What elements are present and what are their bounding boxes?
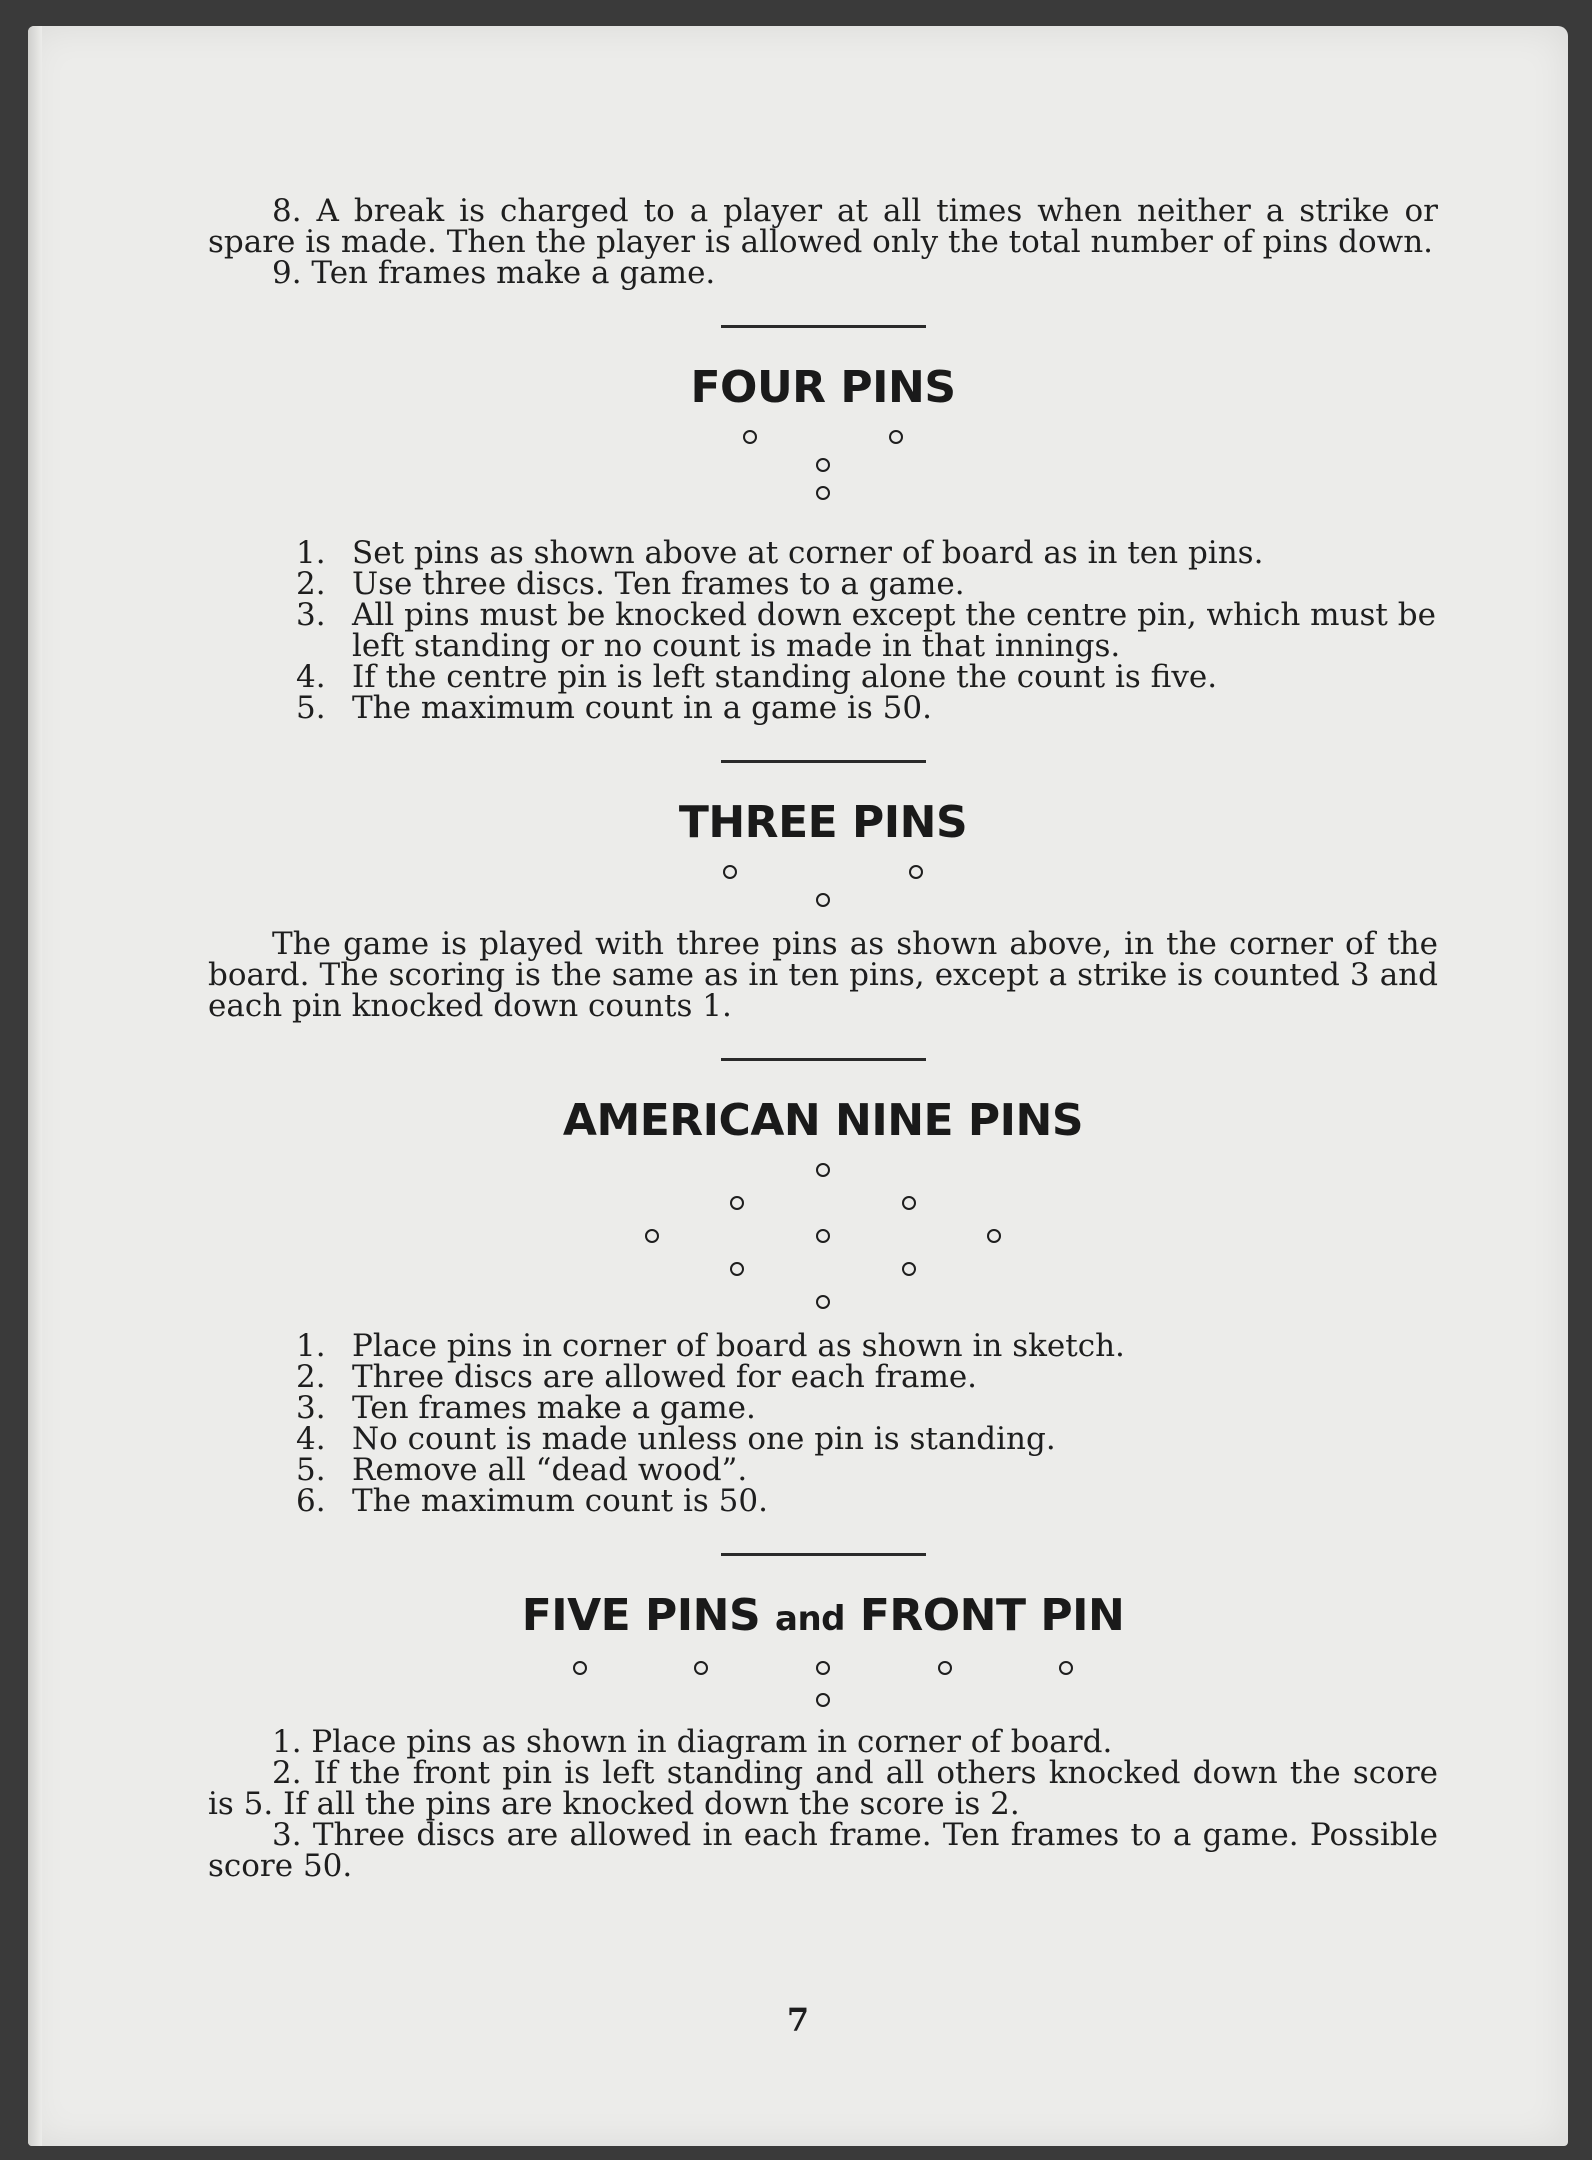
rule-8-paragraph: 8. A break is charged to a player at all times when neither a strike or spare is made. Then the player is allowed only the total number of pins down. <box>208 193 1438 260</box>
section-divider <box>721 760 926 763</box>
pin-icon <box>730 1262 744 1276</box>
page-content <box>208 193 1438 1884</box>
section-divider <box>721 1058 926 1061</box>
list-item: 3. All pins must be knocked down except the centre pin, which must be left standing or no count is made in that innings. <box>296 597 1436 664</box>
pin-icon <box>645 1229 659 1243</box>
list-item: 4. No count is made unless one pin is standing. <box>296 1421 1056 1457</box>
five-pins-title-end: FRONT PIN <box>859 1590 1125 1641</box>
pin-icon <box>816 458 830 472</box>
book-page <box>28 26 1568 2146</box>
five-pins-title <box>208 1590 1438 1645</box>
page-number: 7 <box>786 2001 810 2039</box>
pin-icon <box>902 1196 916 1210</box>
pin-icon <box>816 893 830 907</box>
section-divider <box>721 325 926 328</box>
pin-icon <box>816 1229 830 1243</box>
list-item: 3. Ten frames make a game. <box>296 1390 756 1426</box>
five-pins-rule-3: 3. Three discs are allowed in each frame. Ten frames to a game. Possible score 50. <box>208 1817 1438 1884</box>
american-nine-pins-title: AMERICAN NINE PINS <box>562 1095 1084 1146</box>
list-item: 1. Place pins in corner of board as shown in sketch. <box>296 1328 1125 1364</box>
section-divider <box>721 1553 926 1556</box>
five-pins-rule-2: 2. If the front pin is left standing and all others knocked down the score is 5. If all the pins are knocked down the score is 2. <box>208 1755 1438 1822</box>
pin-icon <box>987 1229 1001 1243</box>
list-item: 4. If the centre pin is left standing alone the count is five. <box>296 659 1218 695</box>
rule-9-paragraph: 9. Ten frames make a game. <box>272 255 716 291</box>
pin-icon <box>694 1661 708 1675</box>
four-pins-diagram <box>743 430 903 520</box>
three-pins-title: THREE PINS <box>678 797 968 848</box>
list-item: 2. Use three discs. Ten frames to a game. <box>296 566 965 602</box>
pin-icon <box>889 430 903 444</box>
five-pins-title-and: and <box>775 1599 846 1639</box>
three-pins-diagram <box>723 865 923 911</box>
list-item: 6. The maximum count is 50. <box>296 1483 768 1519</box>
pin-icon <box>816 1295 830 1309</box>
pin-icon <box>909 865 923 879</box>
pin-icon <box>743 430 757 444</box>
pin-icon <box>816 486 830 500</box>
five-pins-diagram <box>573 1661 1073 1709</box>
pin-icon <box>723 865 737 879</box>
five-pins-rule-1: 1. Place pins as shown in diagram in corner of board. <box>272 1724 1113 1760</box>
list-item: 2. Three discs are allowed for each frame. <box>296 1359 978 1395</box>
pin-icon <box>816 1661 830 1675</box>
pin-icon <box>573 1661 587 1675</box>
pin-icon <box>1059 1661 1073 1675</box>
pin-icon <box>730 1196 744 1210</box>
pin-icon <box>816 1163 830 1177</box>
pin-icon <box>938 1661 952 1675</box>
page-spine-shadow <box>28 26 42 2146</box>
list-item: 5. The maximum count in a game is 50. <box>296 690 932 726</box>
five-pins-title-main: FIVE PINS <box>521 1590 761 1641</box>
nine-pins-diagram <box>645 1163 1001 1313</box>
list-item: 5. Remove all “dead wood”. <box>296 1452 748 1488</box>
list-item: 1. Set pins as shown above at corner of board as in ten pins. <box>296 535 1264 571</box>
pin-icon <box>816 1693 830 1707</box>
four-pins-title: FOUR PINS <box>690 362 956 413</box>
three-pins-paragraph: The game is played with three pins as shown above, in the corner of the board. The scoring is the same as in ten pins, except a strike is counted 3 and each pin knocked down counts 1. <box>208 926 1438 1024</box>
pin-icon <box>902 1262 916 1276</box>
